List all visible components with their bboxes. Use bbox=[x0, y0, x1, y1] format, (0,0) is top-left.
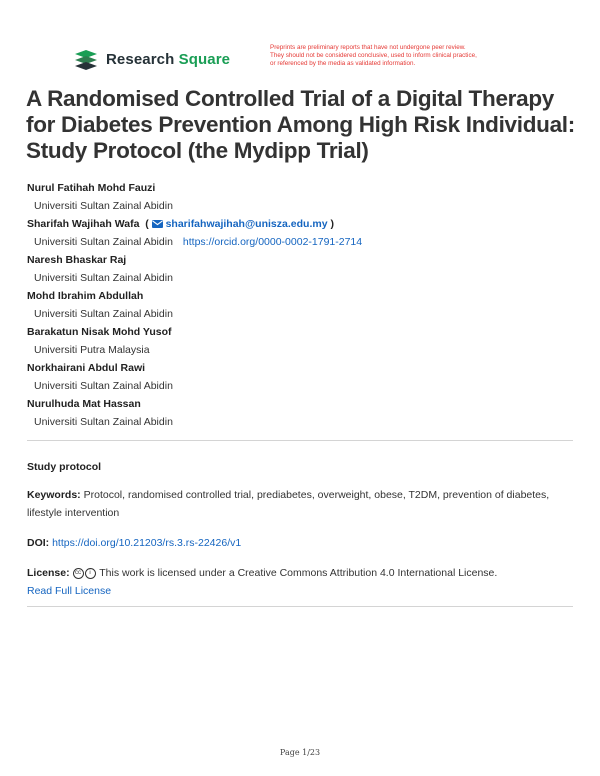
author-name[interactable]: Mohd Ibrahim Abdullah bbox=[27, 290, 144, 302]
divider bbox=[27, 606, 573, 607]
author-list bbox=[27, 179, 577, 431]
brand-suffix: Square bbox=[178, 50, 231, 68]
author-email-link[interactable]: sharifahwajihah@unisza.edu.my bbox=[165, 218, 328, 230]
author-name[interactable]: Nurul Fatihah Mohd Fauzi bbox=[27, 182, 156, 194]
creative-commons-icon: cc bbox=[73, 568, 84, 579]
author-affiliation: Universiti Sultan Zainal Abidin bbox=[34, 272, 173, 284]
license-text: This work is licensed under a Creative Commons Attribution 4.0 International License. bbox=[99, 567, 498, 579]
author-name[interactable]: Nurulhuda Mat Hassan bbox=[27, 398, 141, 410]
author-affiliation: Universiti Putra Malaysia bbox=[34, 344, 150, 356]
license-label: License: bbox=[27, 567, 70, 579]
keywords-text: Protocol, randomised controlled trial, prediabetes, overweight, obese, T2DM, prevention of diabetes, lifestyle intervention bbox=[27, 489, 550, 519]
author-entry bbox=[27, 251, 577, 287]
author-entry bbox=[27, 323, 577, 359]
email-group: ( sharifahwajihah@unisza.edu.my ) bbox=[142, 218, 334, 230]
doi-block bbox=[27, 534, 573, 552]
author-entry bbox=[27, 395, 577, 431]
article-type: Study protocol bbox=[27, 461, 102, 473]
author-name[interactable]: Sharifah Wajihah Wafa bbox=[27, 218, 140, 230]
notice-line: or referenced by the media as validated information. bbox=[270, 60, 416, 67]
notice-line: They should not be considered conclusive, used to inform clinical practice, bbox=[270, 52, 477, 59]
read-full-license-link[interactable]: Read Full License bbox=[27, 585, 112, 597]
doi-label: DOI: bbox=[27, 537, 50, 549]
author-name[interactable]: Naresh Bhaskar Raj bbox=[27, 254, 127, 266]
author-entry bbox=[27, 179, 577, 215]
license-block bbox=[27, 564, 573, 600]
author-affiliation: Universiti Sultan Zainal Abidin bbox=[34, 380, 173, 392]
author-entry bbox=[27, 287, 577, 323]
divider bbox=[27, 440, 573, 441]
orcid-link[interactable]: https://orcid.org/0000-0002-1791-2714 bbox=[182, 236, 363, 248]
author-name[interactable]: Norkhairani Abdul Rawi bbox=[27, 362, 146, 374]
author-affiliation: Universiti Sultan Zainal Abidin bbox=[34, 308, 173, 320]
keywords-label: Keywords: bbox=[27, 489, 81, 501]
notice-line: Preprints are preliminary reports that have not undergone peer review. bbox=[270, 44, 466, 51]
author-affiliation: Universiti Sultan Zainal Abidin bbox=[34, 236, 173, 248]
keywords-block bbox=[27, 486, 573, 522]
brand-prefix: Research bbox=[106, 50, 175, 68]
author-entry bbox=[27, 215, 577, 251]
envelope-icon bbox=[152, 220, 163, 228]
author-entry bbox=[27, 359, 577, 395]
research-square-logo[interactable] bbox=[74, 46, 230, 72]
doi-link[interactable]: https://doi.org/10.21203/rs.3.rs-22426/v1 bbox=[52, 537, 242, 549]
paper-title: A Randomised Controlled Trial of a Digital Therapy for Diabetes Prevention Among High Risk Individual: Study Protocol (the Mydipp Trial) bbox=[26, 86, 575, 163]
brand-name bbox=[106, 51, 230, 68]
author-name[interactable]: Barakatun Nisak Mohd Yusof bbox=[27, 326, 172, 338]
page-number: Page 1/23 bbox=[279, 748, 321, 757]
author-affiliation: Universiti Sultan Zainal Abidin bbox=[34, 416, 173, 428]
author-affiliation: Universiti Sultan Zainal Abidin bbox=[34, 200, 173, 212]
research-square-logo-icon bbox=[74, 47, 98, 71]
preprint-notice bbox=[270, 44, 540, 68]
attribution-icon: i bbox=[85, 568, 96, 579]
